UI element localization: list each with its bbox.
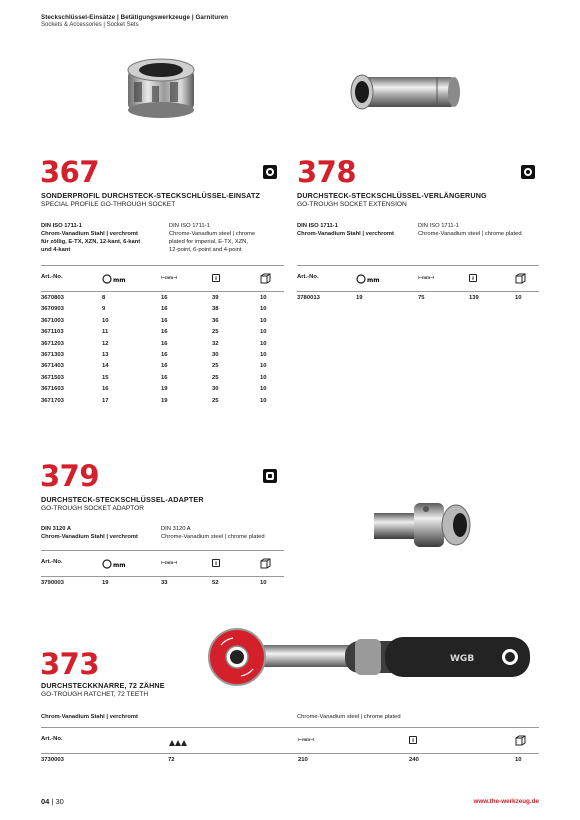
product-image-373 bbox=[205, 625, 540, 695]
weight-icon: g bbox=[212, 559, 220, 567]
table-cell: 25 bbox=[212, 329, 219, 336]
spec-de-367: DIN ISO 1711-1 Chrom-Vanadium Stahl | verchromt für zöllig, E-TX, XZN, 12-kant, 6-kant und 4-kant bbox=[41, 223, 141, 253]
table-cell: 10 bbox=[102, 317, 109, 324]
table-cell: 10 bbox=[260, 363, 267, 370]
table-cell: 75 bbox=[418, 295, 425, 301]
table-cell: 30 bbox=[212, 352, 219, 358]
table-cell: 13 bbox=[102, 352, 109, 358]
teeth-icon bbox=[168, 736, 192, 748]
table-cell: 10 bbox=[260, 374, 267, 381]
article-number-cell: 3671603 bbox=[41, 386, 64, 393]
table-cell: 10 bbox=[260, 386, 267, 393]
product-number-373: 373 bbox=[40, 647, 100, 681]
table-cell: 25 bbox=[212, 397, 219, 404]
table-cell: 16 bbox=[161, 329, 168, 336]
spec-en-367: DIN ISO 1711-1 Chrome-Vanadium steel | chrome plated for imperial, E-TX, XZN, 12-point, 6-point and 4-point bbox=[169, 223, 256, 253]
table-cell: 10 bbox=[260, 340, 267, 347]
product-number-378: 378 bbox=[297, 155, 357, 189]
product-title-de-379: DURCHSTECK-STECKSCHLÜSSEL-ADAPTER bbox=[41, 495, 204, 504]
table-cell: 16 bbox=[161, 306, 168, 313]
product-title-en-373: GO-TROUGH RATCHET, 72 TEETH bbox=[41, 691, 149, 698]
table-cell: 210 bbox=[298, 757, 308, 763]
article-number-cell: 3730003 bbox=[41, 757, 64, 763]
table-cell: 38 bbox=[212, 306, 219, 313]
table-cell: 10 bbox=[515, 757, 522, 763]
table-cell: 10 bbox=[260, 580, 267, 586]
table-378 bbox=[297, 265, 539, 305]
article-number-cell: 3671303 bbox=[41, 352, 64, 358]
table-373 bbox=[41, 727, 539, 767]
spec-en-379: DIN 3120 A Chrome-Vanadium steel | chrome plated bbox=[161, 526, 265, 540]
table-cell: 19 bbox=[356, 295, 363, 301]
page-category-de: Steckschlüssel-Einsätze | Betätigungswerkzeuge | Garnituren bbox=[41, 14, 229, 21]
square-drive-icon bbox=[263, 469, 277, 483]
table-cell: 10 bbox=[260, 352, 267, 358]
table-cell: 30 bbox=[212, 386, 219, 393]
table-cell: 10 bbox=[260, 397, 267, 404]
package-qty-icon bbox=[515, 273, 526, 284]
package-qty-icon bbox=[260, 558, 271, 569]
table-cell: 11 bbox=[102, 329, 109, 336]
article-number-cell: 3780013 bbox=[297, 295, 320, 301]
table-cell: 8 bbox=[102, 295, 106, 301]
table-cell: 36 bbox=[212, 317, 219, 324]
product-image-367 bbox=[112, 52, 212, 122]
table-cell: 16 bbox=[102, 386, 109, 393]
table-cell: 17 bbox=[102, 397, 109, 404]
svg-text:mm: mm bbox=[113, 277, 126, 284]
table-cell: 9 bbox=[102, 306, 106, 313]
table-cell: 16 bbox=[161, 363, 168, 370]
spec-de-373: Chrom-Vanadium Stahl | verchromt bbox=[41, 714, 138, 720]
table-367 bbox=[41, 265, 284, 420]
table-cell: 240 bbox=[409, 757, 419, 763]
table-cell: 33 bbox=[161, 580, 168, 586]
table-cell: 10 bbox=[515, 295, 522, 301]
table-cell: 72 bbox=[168, 757, 175, 763]
article-number-cell: 3790003 bbox=[41, 580, 64, 586]
table-cell: 25 bbox=[212, 363, 219, 370]
article-number-cell: 3671703 bbox=[41, 397, 64, 404]
col-art-no: Art.-No. bbox=[41, 736, 63, 742]
socket-size-icon bbox=[102, 558, 126, 570]
article-number-cell: 3671503 bbox=[41, 374, 64, 381]
product-number-367: 367 bbox=[40, 155, 100, 189]
spec-de-379: DIN 3120 A Chrom-Vanadium Stahl | verchromt bbox=[41, 526, 138, 540]
length-icon: ⊢mm⊣ bbox=[418, 275, 435, 280]
table-cell: 19 bbox=[102, 580, 109, 586]
product-title-de-367: SONDERPROFIL DURCHSTECK-STECKSCHLÜSSEL-EINSATZ bbox=[41, 191, 261, 200]
table-cell: 16 bbox=[161, 317, 168, 324]
table-cell: 15 bbox=[102, 374, 109, 381]
product-image-378 bbox=[340, 65, 470, 120]
svg-text:mm: mm bbox=[113, 562, 126, 569]
product-title-de-378: DURCHSTECK-STECKSCHLÜSSEL-VERLÄNGERUNG bbox=[297, 191, 487, 200]
table-cell: 10 bbox=[260, 295, 267, 301]
round-profile-icon bbox=[263, 165, 277, 179]
table-cell: 14 bbox=[102, 363, 109, 370]
spec-en-378: DIN ISO 1711-1 Chrome-Vanadium steel | chrome plated bbox=[418, 223, 522, 237]
weight-icon: g bbox=[212, 274, 220, 282]
weight-icon: g bbox=[409, 736, 417, 744]
package-qty-icon bbox=[515, 735, 526, 746]
length-icon: ⊢mm⊣ bbox=[298, 737, 315, 742]
table-cell: 16 bbox=[161, 340, 168, 347]
table-cell: 10 bbox=[260, 306, 267, 313]
product-title-en-378: GO-TROUGH SOCKET EXTENSION bbox=[297, 201, 407, 208]
col-art-no: Art.-No. bbox=[297, 274, 319, 280]
handle-brand-label: WGB bbox=[450, 654, 475, 664]
col-art-no: Art.-No. bbox=[41, 274, 63, 280]
col-art-no: Art.-No. bbox=[41, 559, 63, 565]
table-cell: 16 bbox=[161, 295, 168, 301]
product-title-en-367: SPECIAL PROFILE GO-THROUGH SOCKET bbox=[41, 201, 176, 208]
package-qty-icon bbox=[260, 273, 271, 284]
table-cell: 19 bbox=[161, 386, 168, 393]
article-number-cell: 3670903 bbox=[41, 306, 64, 313]
article-number-cell: 3671003 bbox=[41, 317, 64, 324]
website-link[interactable]: www.the-werkzeug.de bbox=[473, 798, 539, 805]
length-icon: ⊢mm⊣ bbox=[161, 560, 178, 565]
spec-en-373: Chrome-Vanadium steel | chrome plated bbox=[297, 714, 401, 720]
page-number: 04 | 30 bbox=[41, 797, 64, 806]
round-profile-icon bbox=[521, 165, 535, 179]
table-cell: 16 bbox=[161, 352, 168, 358]
table-cell: 25 bbox=[212, 374, 219, 381]
product-title-en-379: GO-TROUGH SOCKET ADAPTOR bbox=[41, 505, 145, 512]
table-cell: 39 bbox=[212, 295, 219, 301]
length-icon: ⊢mm⊣ bbox=[161, 275, 178, 280]
product-number-379: 379 bbox=[40, 459, 100, 493]
table-cell: 32 bbox=[212, 340, 219, 347]
table-cell: 52 bbox=[212, 580, 219, 586]
product-image-379 bbox=[368, 495, 478, 555]
spec-de-378: DIN ISO 1711-1 Chrom-Vanadium Stahl | verchromt bbox=[297, 223, 394, 237]
table-cell: 19 bbox=[161, 397, 168, 404]
table-cell: 10 bbox=[260, 317, 267, 324]
socket-size-icon bbox=[356, 273, 380, 285]
table-379 bbox=[41, 550, 284, 590]
article-number-cell: 3671403 bbox=[41, 363, 64, 370]
article-number-cell: 3671103 bbox=[41, 329, 64, 336]
table-cell: 139 bbox=[469, 295, 479, 301]
weight-icon: g bbox=[469, 274, 477, 282]
table-cell: 16 bbox=[161, 374, 168, 381]
article-number-cell: 3671203 bbox=[41, 340, 64, 347]
table-cell: 12 bbox=[102, 340, 109, 347]
article-number-cell: 3670803 bbox=[41, 295, 64, 301]
svg-text:mm: mm bbox=[367, 277, 380, 284]
page-category-en: Sockets & Accessories | Socket Sets bbox=[41, 22, 139, 28]
product-title-de-373: DURCHSTECKKNARRE, 72 ZÄHNE bbox=[41, 681, 165, 690]
socket-size-icon bbox=[102, 273, 126, 285]
table-cell: 10 bbox=[260, 329, 267, 336]
